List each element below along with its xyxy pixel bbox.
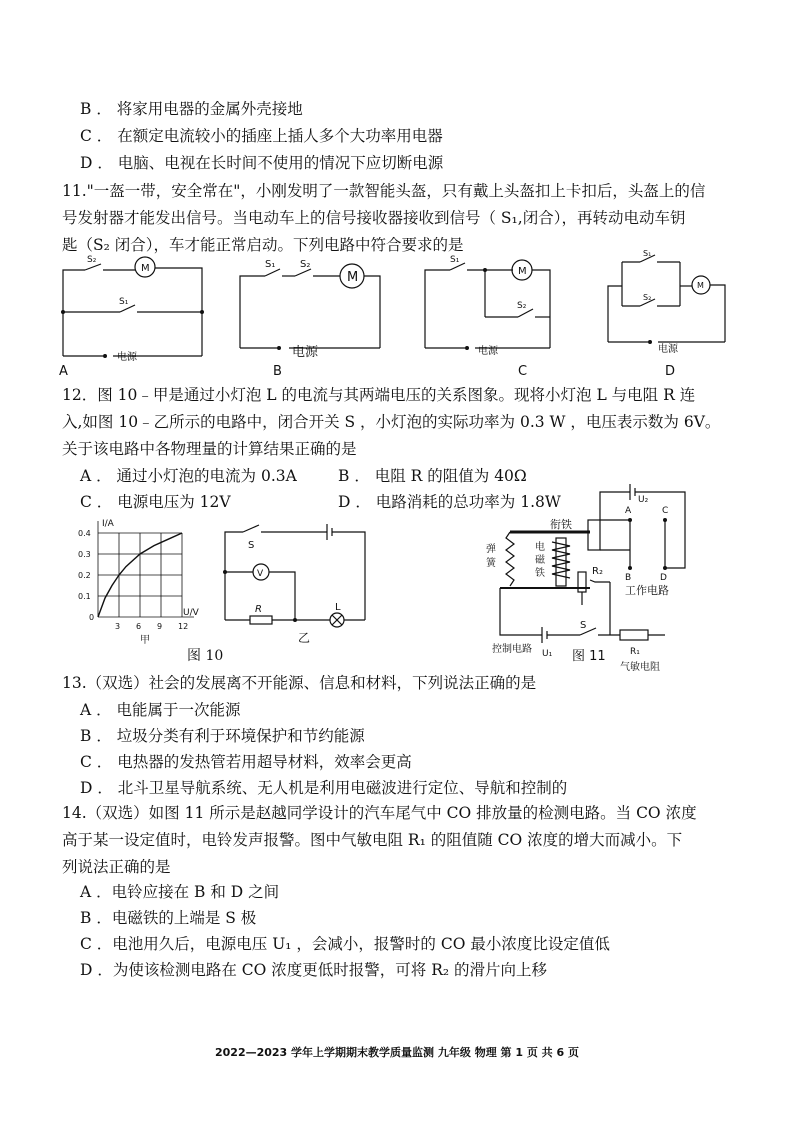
fig10-caption: 图 10	[187, 648, 224, 664]
f11-gas-label: 气敏电阻	[620, 662, 660, 673]
chart-y-tick-label: 0.4	[78, 529, 91, 538]
b-power-label: 电源	[292, 345, 319, 360]
chart-y-tick-label: 0	[89, 613, 95, 622]
q14-stem-line3: 列说法正确的是	[62, 858, 171, 876]
q13-option-d: D ． 北斗卫星导航系统、无人机是利用电磁波进行定位、导航和控制的	[80, 779, 568, 797]
f11-ci-label: 磁	[535, 555, 545, 566]
a-power-label: 电源	[117, 352, 137, 363]
d-s2-label: S₂	[643, 293, 652, 302]
q12-stem-line1: 12．图 10﹣甲是通过小灯泡 L 的电流与其两端电压的关系图象。现将小灯泡 L 与电阻 R 连	[62, 386, 696, 404]
q12-option-d: D ． 电路消耗的总功率为 1.8W	[338, 493, 561, 511]
d-motor-label: M	[697, 281, 704, 290]
f11-u2-label: U₂	[638, 495, 649, 505]
c-power-label: 电源	[478, 346, 498, 357]
page-footer: 2022—2023 学年上学期期末教学质量监测 九年级 物理 第 1 页 共 6 页	[214, 1046, 579, 1059]
f11-a-label: A	[625, 506, 632, 516]
f11-b-label: B	[625, 573, 632, 583]
f11-d-label: D	[660, 573, 667, 583]
fig11-caption: 图 11	[572, 649, 606, 664]
q11-circuit-a	[55, 250, 215, 380]
fig11-diagram	[480, 480, 695, 680]
f11-spring-label-1: 弹	[486, 544, 496, 555]
chart-y-tick-label: 0.3	[78, 550, 91, 559]
fig10-yi-circuit	[215, 520, 375, 660]
f11-work-label: 工作电路	[625, 584, 669, 597]
q13-stem: 13.（双选）社会的发展离不开能源、信息和材料，下列说法正确的是	[62, 674, 537, 692]
q11-circuit-c	[420, 250, 580, 380]
b-s2-label: S₂	[300, 259, 311, 270]
a-s2-label: S₂	[87, 255, 97, 265]
chart-y-tick-label: 0.2	[78, 571, 91, 580]
f11-r1-label: R₁	[630, 647, 640, 657]
yi-s-label: S	[248, 540, 255, 551]
q10-option-c: C ． 在额定电流较小的插座上插人多个大功率用电器	[80, 127, 443, 145]
circuit-b-label: B	[273, 364, 282, 379]
yi-v-label: V	[257, 569, 264, 579]
f11-spring-label-2: 簧	[486, 558, 496, 569]
f11-control-label: 控制电路	[492, 644, 532, 655]
q14-option-c: C ．电池用久后，电源电压 U₁ ，会减小，报警时的 CO 最小浓度比设定值低	[80, 935, 610, 953]
a-motor-label: M	[141, 263, 150, 274]
f11-dian-label: 电	[535, 542, 545, 553]
a-s1-label: S₁	[119, 297, 129, 307]
b-motor-label: M	[347, 270, 359, 285]
circuit-a-label: A	[59, 364, 68, 379]
q11-circuit-b	[235, 250, 395, 380]
c-s1-label: S₁	[450, 255, 460, 265]
c-s2-label: S₂	[517, 301, 527, 311]
circuit-d-label: D	[665, 364, 676, 379]
fig10-jia-chart	[70, 515, 210, 665]
f11-u1-label: U₁	[542, 649, 553, 659]
d-s1-label: S₁	[643, 249, 652, 258]
q12-stem-line2: 入,如图 10﹣乙所示的电路中，闭合开关 S ，小灯泡的实际功率为 0.3 W ，电压表示数为 6V。	[62, 413, 721, 431]
f11-r2-label: R₂	[592, 566, 603, 577]
q14-stem-line2: 高于某一设定值时，电铃发声报警。图中气敏电阻 R₁ 的阻值随 CO 浓度的增大而减小。下	[62, 831, 683, 849]
chart-x-tick-label: 6	[136, 622, 142, 631]
b-s1-label: S₁	[265, 259, 276, 270]
f11-c-label: C	[662, 506, 669, 516]
q12-option-a: A ． 通过小灯泡的电流为 0.3A	[80, 467, 297, 485]
chart-y-axis-label: I/A	[102, 519, 114, 529]
f11-tie-label: 铁	[535, 568, 545, 579]
q11-stem-line3: 匙（S₂ 闭合），车才能正常启动。下列电路中符合要求的是	[62, 236, 464, 254]
chart-x-tick-label: 12	[178, 622, 189, 631]
chart-x-tick-label: 9	[157, 622, 163, 631]
fig10-jia-label: 甲	[140, 635, 150, 646]
q14-stem-line1: 14.（双选）如图 11 所示是赵越同学设计的汽车尾气中 CO 排放量的检测电路。当 CO 浓度	[62, 804, 697, 822]
q13-option-b: B ． 垃圾分类有利于环境保护和节约能源	[80, 727, 365, 745]
q14-option-b: B ．电磁铁的上端是 S 极	[80, 909, 257, 927]
q13-option-c: C ． 电热器的发热管若用超导材料，效率会更高	[80, 753, 412, 771]
q12-option-b: B ． 电阻 R 的阻值为 40Ω	[338, 467, 527, 485]
q14-option-a: A ．电铃应接在 B 和 D 之间	[80, 883, 280, 901]
yi-r-label: R	[255, 604, 262, 615]
d-power-label: 电源	[658, 344, 678, 355]
q14-option-d: D ．为使该检测电路在 CO 浓度更低时报警，可将 R₂ 的滑片向上移	[80, 961, 548, 979]
fig10-yi-label: 乙	[298, 631, 311, 645]
q11-circuit-d	[600, 250, 760, 380]
q10-option-d: D ． 电脑、电视在长时间不使用的情况下应切断电源	[80, 154, 444, 172]
q12-stem-line3: 关于该电路中各物理量的计算结果正确的是	[62, 440, 357, 458]
c-motor-label: M	[518, 266, 527, 277]
f11-xiantie-label: 衔铁	[550, 518, 572, 531]
q12-option-c: C ． 电源电压为 12V	[80, 493, 231, 511]
q13-option-a: A ． 电能属于一次能源	[80, 701, 241, 719]
chart-x-tick-label: 3	[115, 622, 121, 631]
chart-x-axis-label: U/V	[183, 608, 199, 618]
q11-stem-line1: 11."一盔一带，安全常在"，小刚发明了一款智能头盔，只有戴上头盔扣上卡扣后，头盔上的信	[62, 182, 706, 200]
circuit-c-label: C	[518, 364, 528, 379]
q10-option-b: B ． 将家用电器的金属外壳接地	[80, 100, 303, 118]
q11-stem-line2: 号发射器才能发出信号。当电动车上的信号接收器接收到信号（ S₁,闭合），再转动电动车钥	[62, 209, 686, 227]
f11-s-label: S	[580, 620, 587, 631]
chart-y-tick-label: 0.1	[78, 592, 91, 601]
yi-l-label: L	[335, 602, 341, 613]
